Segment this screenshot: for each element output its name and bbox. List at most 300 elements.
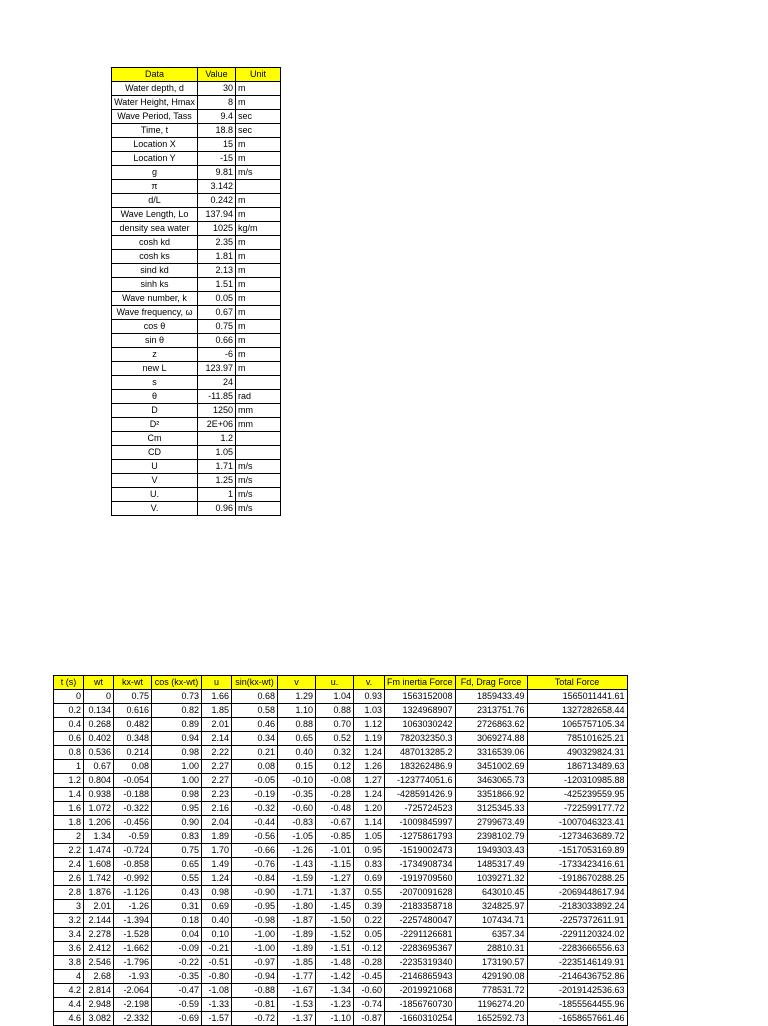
table-cell[interactable]: 0.55 [152, 872, 202, 886]
table-cell[interactable]: 1.072 [84, 802, 114, 816]
table-cell[interactable]: 2E+06 [198, 418, 236, 432]
table-cell[interactable]: 1.19 [354, 732, 385, 746]
table-cell[interactable]: 0.68 [232, 690, 278, 704]
table-cell[interactable]: -2257480047 [385, 914, 456, 928]
table-cell[interactable]: 0.18 [152, 914, 202, 928]
table-cell[interactable]: -1.05 [278, 830, 316, 844]
table-cell[interactable]: 2.01 [202, 718, 232, 732]
table-cell[interactable]: sinh ks [112, 278, 198, 292]
table-cell[interactable]: 0.95 [152, 802, 202, 816]
table-cell[interactable]: -120310985.88 [527, 774, 627, 788]
table-cell[interactable]: 0.39 [354, 900, 385, 914]
table-cell[interactable]: -425239559.95 [527, 788, 627, 802]
table-cell[interactable]: 1.34 [84, 830, 114, 844]
table-cell[interactable]: -1.50 [316, 914, 354, 928]
table-cell[interactable]: -1.48 [316, 956, 354, 970]
table-cell[interactable]: 2398102.79 [455, 830, 527, 844]
table-cell[interactable]: 1.70 [202, 844, 232, 858]
table-cell[interactable]: 2313751.76 [455, 704, 527, 718]
table-cell[interactable]: sec [236, 124, 281, 138]
table-cell[interactable]: 0.43 [152, 886, 202, 900]
table-cell[interactable]: -1.15 [316, 858, 354, 872]
table-cell[interactable]: 1039271.32 [455, 872, 527, 886]
table-cell[interactable]: 324825.97 [455, 900, 527, 914]
table-cell[interactable]: -1519002473 [385, 844, 456, 858]
table-cell[interactable]: 0.804 [84, 774, 114, 788]
table-cell[interactable]: 2.546 [84, 956, 114, 970]
table-cell[interactable]: -1.00 [232, 942, 278, 956]
table-cell[interactable]: 1 [198, 488, 236, 502]
table-cell[interactable]: -0.59 [114, 830, 152, 844]
table-cell[interactable]: 0.98 [202, 886, 232, 900]
table-cell[interactable]: 0.55 [354, 886, 385, 900]
table-cell[interactable]: -1.662 [114, 942, 152, 956]
table-cell[interactable]: -1918670288.25 [527, 872, 627, 886]
table-cell[interactable]: m [236, 236, 281, 250]
table-cell[interactable]: 1196274.20 [455, 998, 527, 1012]
table-cell[interactable]: -1.37 [278, 1012, 316, 1026]
table-cell[interactable]: Water Height, Hmax [112, 96, 198, 110]
table-cell[interactable]: -1658657661.46 [527, 1012, 627, 1026]
table-cell[interactable]: 0.88 [278, 718, 316, 732]
table-cell[interactable]: 1563152008 [385, 690, 456, 704]
table-cell[interactable]: 2799673.49 [455, 816, 527, 830]
table-cell[interactable]: -2019921068 [385, 984, 456, 998]
table-cell[interactable]: -1919709560 [385, 872, 456, 886]
table-cell[interactable]: 2.27 [202, 760, 232, 774]
table-cell[interactable]: 0.482 [114, 718, 152, 732]
table-cell[interactable]: -0.08 [316, 774, 354, 788]
table-cell[interactable]: 0.75 [152, 844, 202, 858]
table-cell[interactable]: 0.94 [152, 732, 202, 746]
table-cell[interactable]: 3.082 [84, 1012, 114, 1026]
table-cell[interactable]: 490329824.31 [527, 746, 627, 760]
table-cell[interactable]: -0.60 [354, 984, 385, 998]
table-cell[interactable]: -1273463689.72 [527, 830, 627, 844]
table-cell[interactable]: -1856760730 [385, 998, 456, 1012]
table-cell[interactable]: 9.4 [198, 110, 236, 124]
table-cell[interactable]: 183262486.9 [385, 760, 456, 774]
table-cell[interactable]: 1.24 [354, 746, 385, 760]
table-cell[interactable]: 0.04 [152, 928, 202, 942]
table-cell[interactable]: -1.08 [202, 984, 232, 998]
table-cell[interactable]: 18.8 [198, 124, 236, 138]
table-cell[interactable]: -1734908734 [385, 858, 456, 872]
table-cell[interactable]: 2.144 [84, 914, 114, 928]
table-cell[interactable]: -0.12 [354, 942, 385, 956]
table-cell[interactable]: -2235146149.91 [527, 956, 627, 970]
table-cell[interactable]: 9.81 [198, 166, 236, 180]
table-cell[interactable]: 0.67 [198, 306, 236, 320]
table-cell[interactable]: 0.21 [232, 746, 278, 760]
table-cell[interactable]: 0.4 [54, 718, 84, 732]
table-cell[interactable]: -0.35 [278, 788, 316, 802]
table-cell[interactable]: -0.45 [354, 970, 385, 984]
table-cell[interactable]: m [236, 250, 281, 264]
table-cell[interactable]: -0.69 [152, 1012, 202, 1026]
table-cell[interactable]: 0.08 [114, 760, 152, 774]
table-cell[interactable]: 0.70 [316, 718, 354, 732]
table-cell[interactable]: 0.8 [54, 746, 84, 760]
table-cell[interactable]: -1.53 [278, 998, 316, 1012]
table-cell[interactable]: 2.23 [202, 788, 232, 802]
table-cell[interactable]: -0.48 [316, 802, 354, 816]
table-cell[interactable]: 1324968907 [385, 704, 456, 718]
table-cell[interactable]: 1.2 [198, 432, 236, 446]
table-cell[interactable]: -2.332 [114, 1012, 152, 1026]
table-cell[interactable]: 0.536 [84, 746, 114, 760]
table-cell[interactable]: -0.98 [232, 914, 278, 928]
table-cell[interactable]: -0.858 [114, 858, 152, 872]
table-cell[interactable]: m [236, 292, 281, 306]
table-cell[interactable]: 3069274.88 [455, 732, 527, 746]
table-cell[interactable]: 1.49 [202, 858, 232, 872]
table-cell[interactable]: 3125345.33 [455, 802, 527, 816]
table-cell[interactable]: -0.59 [152, 998, 202, 1012]
table-cell[interactable]: 0.66 [198, 334, 236, 348]
table-cell[interactable]: -2.064 [114, 984, 152, 998]
table-cell[interactable]: θ [112, 390, 198, 404]
table-cell[interactable]: 0.46 [232, 718, 278, 732]
table-cell[interactable]: -0.28 [354, 956, 385, 970]
table-cell[interactable]: 1.29 [278, 690, 316, 704]
table-cell[interactable]: 0.67 [84, 760, 114, 774]
table-cell[interactable]: 1.24 [202, 872, 232, 886]
table-cell[interactable]: 1485317.49 [455, 858, 527, 872]
table-cell[interactable]: 0.95 [354, 844, 385, 858]
table-cell[interactable]: -0.724 [114, 844, 152, 858]
table-cell[interactable]: -1275861793 [385, 830, 456, 844]
table-cell[interactable]: -6 [198, 348, 236, 362]
table-cell[interactable]: m [236, 208, 281, 222]
table-cell[interactable]: 0.10 [202, 928, 232, 942]
table-cell[interactable]: m/s [236, 502, 281, 516]
table-cell[interactable]: -1.89 [278, 928, 316, 942]
table-cell[interactable]: -0.51 [202, 956, 232, 970]
table-cell[interactable]: 0.93 [354, 690, 385, 704]
table-cell[interactable]: 1 [54, 760, 84, 774]
table-cell[interactable]: 4.6 [54, 1012, 84, 1026]
table-cell[interactable]: -0.72 [232, 1012, 278, 1026]
table-cell[interactable]: m/s [236, 474, 281, 488]
table-cell[interactable]: -0.66 [232, 844, 278, 858]
table-cell[interactable]: 1.4 [54, 788, 84, 802]
table-cell[interactable]: -2183033892.24 [527, 900, 627, 914]
table-cell[interactable]: -1.43 [278, 858, 316, 872]
table-cell[interactable]: 1949303.43 [455, 844, 527, 858]
table-cell[interactable]: 123.97 [198, 362, 236, 376]
table-cell[interactable]: mm [236, 418, 281, 432]
table-cell[interactable]: 1.474 [84, 844, 114, 858]
table-cell[interactable]: 1859433.49 [455, 690, 527, 704]
table-cell[interactable]: -428591426.9 [385, 788, 456, 802]
table-cell[interactable]: 4.2 [54, 984, 84, 998]
table-cell[interactable]: Water depth, d [112, 82, 198, 96]
table-cell[interactable]: 1.05 [198, 446, 236, 460]
table-cell[interactable]: m [236, 278, 281, 292]
table-cell[interactable]: Wave number, k [112, 292, 198, 306]
table-cell[interactable]: 0.05 [354, 928, 385, 942]
table-cell[interactable]: 2.01 [84, 900, 114, 914]
table-cell[interactable]: -1.26 [278, 844, 316, 858]
table-cell[interactable]: -2146865943 [385, 970, 456, 984]
table-cell[interactable]: m/s [236, 488, 281, 502]
table-cell[interactable]: 1.6 [54, 802, 84, 816]
table-cell[interactable]: 1065757105.34 [527, 718, 627, 732]
table-cell[interactable]: 3463065.73 [455, 774, 527, 788]
table-cell[interactable]: 2.2 [54, 844, 84, 858]
table-cell[interactable]: -0.44 [232, 816, 278, 830]
table-cell[interactable]: 2.814 [84, 984, 114, 998]
table-cell[interactable]: 0.268 [84, 718, 114, 732]
table-cell[interactable]: 1.00 [152, 774, 202, 788]
table-cell[interactable]: 1.81 [198, 250, 236, 264]
table-cell[interactable]: -0.81 [232, 998, 278, 1012]
table-cell[interactable]: 0.69 [354, 872, 385, 886]
table-cell[interactable] [236, 446, 281, 460]
table-cell[interactable]: m [236, 264, 281, 278]
table-cell[interactable]: m [236, 348, 281, 362]
table-cell[interactable]: 0.75 [198, 320, 236, 334]
table-cell[interactable]: 0.52 [316, 732, 354, 746]
table-cell[interactable]: -1.37 [316, 886, 354, 900]
table-cell[interactable]: 3.6 [54, 942, 84, 956]
table-cell[interactable]: -1.528 [114, 928, 152, 942]
table-cell[interactable]: -1009845997 [385, 816, 456, 830]
table-cell[interactable]: 1.51 [198, 278, 236, 292]
table-cell[interactable]: sind kd [112, 264, 198, 278]
table-cell[interactable]: m [236, 306, 281, 320]
table-cell[interactable]: 0.82 [152, 704, 202, 718]
table-cell[interactable]: 0.98 [152, 746, 202, 760]
table-cell[interactable]: -722599177.72 [527, 802, 627, 816]
table-cell[interactable]: 2.16 [202, 802, 232, 816]
table-cell[interactable]: -1.10 [316, 1012, 354, 1026]
table-cell[interactable]: 3.142 [198, 180, 236, 194]
table-cell[interactable]: m [236, 334, 281, 348]
table-cell[interactable]: 28810.31 [455, 942, 527, 956]
table-cell[interactable]: 0.98 [152, 788, 202, 802]
table-cell[interactable]: 2726863.62 [455, 718, 527, 732]
table-cell[interactable]: 1.71 [198, 460, 236, 474]
table-cell[interactable]: 2.8 [54, 886, 84, 900]
table-cell[interactable]: U [112, 460, 198, 474]
table-cell[interactable]: 0.83 [152, 830, 202, 844]
table-cell[interactable]: -0.90 [232, 886, 278, 900]
table-cell[interactable]: 2.278 [84, 928, 114, 942]
table-cell[interactable]: new L [112, 362, 198, 376]
table-cell[interactable]: z [112, 348, 198, 362]
table-cell[interactable]: -1.52 [316, 928, 354, 942]
table-cell[interactable]: -0.47 [152, 984, 202, 998]
table-cell[interactable]: -0.054 [114, 774, 152, 788]
table-cell[interactable]: 137.94 [198, 208, 236, 222]
table-cell[interactable]: Wave Length, Lo [112, 208, 198, 222]
table-cell[interactable]: 2.14 [202, 732, 232, 746]
table-cell[interactable]: rad [236, 390, 281, 404]
table-cell[interactable]: 2.27 [202, 774, 232, 788]
table-cell[interactable]: -1.42 [316, 970, 354, 984]
table-cell[interactable]: 1.04 [316, 690, 354, 704]
table-cell[interactable]: 0.05 [198, 292, 236, 306]
table-cell[interactable]: 1.20 [354, 802, 385, 816]
table-cell[interactable]: 0.938 [84, 788, 114, 802]
table-cell[interactable]: 2.04 [202, 816, 232, 830]
table-cell[interactable]: 3.4 [54, 928, 84, 942]
table-cell[interactable]: 1.26 [354, 760, 385, 774]
table-cell[interactable]: -1.71 [278, 886, 316, 900]
table-cell[interactable]: 0.89 [152, 718, 202, 732]
table-cell[interactable]: m [236, 362, 281, 376]
table-cell[interactable]: -1007046323.41 [527, 816, 627, 830]
table-cell[interactable]: 1025 [198, 222, 236, 236]
table-cell[interactable]: -2235319340 [385, 956, 456, 970]
table-cell[interactable]: 8 [198, 96, 236, 110]
table-cell[interactable]: -1.80 [278, 900, 316, 914]
table-cell[interactable]: -2291120324.02 [527, 928, 627, 942]
table-cell[interactable]: -0.76 [232, 858, 278, 872]
table-cell[interactable]: -0.80 [202, 970, 232, 984]
table-cell[interactable]: Wave Period, Tass [112, 110, 198, 124]
table-cell[interactable]: cosh kd [112, 236, 198, 250]
table-cell[interactable]: 3451002.69 [455, 760, 527, 774]
table-cell[interactable]: 3.8 [54, 956, 84, 970]
table-cell[interactable]: -1.85 [278, 956, 316, 970]
table-cell[interactable]: -2070091628 [385, 886, 456, 900]
table-cell[interactable]: -0.56 [232, 830, 278, 844]
table-cell[interactable]: 0.214 [114, 746, 152, 760]
table-cell[interactable]: -1.34 [316, 984, 354, 998]
table-cell[interactable]: -0.21 [202, 942, 232, 956]
table-cell[interactable]: 1.85 [202, 704, 232, 718]
table-cell[interactable]: 1652592.73 [455, 1012, 527, 1026]
table-cell[interactable]: 0.73 [152, 690, 202, 704]
table-cell[interactable]: -123774051.6 [385, 774, 456, 788]
table-cell[interactable]: -0.09 [152, 942, 202, 956]
table-cell[interactable]: -0.60 [278, 802, 316, 816]
table-cell[interactable]: 173190.57 [455, 956, 527, 970]
table-cell[interactable]: 2.68 [84, 970, 114, 984]
table-cell[interactable]: kg/m [236, 222, 281, 236]
table-cell[interactable]: mm [236, 404, 281, 418]
table-cell[interactable]: m [236, 138, 281, 152]
table-cell[interactable]: 2.35 [198, 236, 236, 250]
table-cell[interactable]: 2.22 [202, 746, 232, 760]
table-cell[interactable]: 0 [84, 690, 114, 704]
table-cell[interactable]: -1.27 [316, 872, 354, 886]
table-cell[interactable]: 3351866.92 [455, 788, 527, 802]
table-cell[interactable]: 785101625.21 [527, 732, 627, 746]
table-cell[interactable]: 0.88 [316, 704, 354, 718]
table-cell[interactable]: -11.85 [198, 390, 236, 404]
table-cell[interactable]: -2283695367 [385, 942, 456, 956]
table-cell[interactable]: -1.93 [114, 970, 152, 984]
table-cell[interactable]: -0.32 [232, 802, 278, 816]
table-cell[interactable]: d/L [112, 194, 198, 208]
table-cell[interactable]: 1.12 [354, 718, 385, 732]
table-cell[interactable]: V [112, 474, 198, 488]
table-cell[interactable]: 1.24 [354, 788, 385, 802]
table-cell[interactable]: -0.85 [316, 830, 354, 844]
table-cell[interactable]: 3316539.06 [455, 746, 527, 760]
table-cell[interactable]: π [112, 180, 198, 194]
table-cell[interactable]: 1.89 [202, 830, 232, 844]
table-cell[interactable]: m [236, 82, 281, 96]
table-cell[interactable]: 0.83 [354, 858, 385, 872]
table-cell[interactable]: -0.83 [278, 816, 316, 830]
table-cell[interactable]: m [236, 320, 281, 334]
table-cell[interactable]: 0.22 [354, 914, 385, 928]
table-cell[interactable]: 1250 [198, 404, 236, 418]
table-cell[interactable]: m [236, 152, 281, 166]
table-cell[interactable]: 0.15 [278, 760, 316, 774]
table-cell[interactable]: Location X [112, 138, 198, 152]
table-cell[interactable]: -2291126681 [385, 928, 456, 942]
table-cell[interactable]: 1.05 [354, 830, 385, 844]
table-cell[interactable]: -1.67 [278, 984, 316, 998]
table-cell[interactable]: -0.322 [114, 802, 152, 816]
table-cell[interactable]: -1.23 [316, 998, 354, 1012]
table-cell[interactable]: -1517053169.89 [527, 844, 627, 858]
table-cell[interactable]: sin θ [112, 334, 198, 348]
table-cell[interactable]: 782032350.3 [385, 732, 456, 746]
table-cell[interactable] [236, 432, 281, 446]
table-cell[interactable]: 1.206 [84, 816, 114, 830]
table-cell[interactable]: cos θ [112, 320, 198, 334]
table-cell[interactable]: U. [112, 488, 198, 502]
table-cell[interactable]: 0.65 [152, 858, 202, 872]
table-cell[interactable]: 0.134 [84, 704, 114, 718]
table-cell[interactable]: 2.4 [54, 858, 84, 872]
table-cell[interactable]: 1.10 [278, 704, 316, 718]
table-cell[interactable]: -0.05 [232, 774, 278, 788]
table-cell[interactable]: 1.742 [84, 872, 114, 886]
table-cell[interactable]: 2.948 [84, 998, 114, 1012]
table-cell[interactable]: 2 [54, 830, 84, 844]
table-cell[interactable]: 1.00 [152, 760, 202, 774]
table-cell[interactable]: Cm [112, 432, 198, 446]
table-cell[interactable]: 0.58 [232, 704, 278, 718]
table-cell[interactable]: -0.992 [114, 872, 152, 886]
table-cell[interactable]: 0.616 [114, 704, 152, 718]
table-cell[interactable]: 1.608 [84, 858, 114, 872]
table-cell[interactable]: Wave frequency, ω [112, 306, 198, 320]
table-cell[interactable]: 1063030242 [385, 718, 456, 732]
table-cell[interactable]: m [236, 194, 281, 208]
table-cell[interactable]: -1.89 [278, 942, 316, 956]
table-cell[interactable]: D² [112, 418, 198, 432]
table-cell[interactable]: 0.40 [278, 746, 316, 760]
table-cell[interactable]: -0.94 [232, 970, 278, 984]
table-cell[interactable]: Time, t [112, 124, 198, 138]
table-cell[interactable]: -2069448617.94 [527, 886, 627, 900]
table-cell[interactable]: 3.2 [54, 914, 84, 928]
table-cell[interactable]: 15 [198, 138, 236, 152]
table-cell[interactable]: -1.00 [232, 928, 278, 942]
table-cell[interactable]: -0.88 [232, 984, 278, 998]
table-cell[interactable]: -0.19 [232, 788, 278, 802]
table-cell[interactable]: 0.31 [152, 900, 202, 914]
table-cell[interactable]: -0.188 [114, 788, 152, 802]
table-cell[interactable]: -2.198 [114, 998, 152, 1012]
table-cell[interactable]: 2.412 [84, 942, 114, 956]
table-cell[interactable]: 1.27 [354, 774, 385, 788]
table-cell[interactable]: 0.402 [84, 732, 114, 746]
table-cell[interactable]: -1.57 [202, 1012, 232, 1026]
table-cell[interactable]: -1733423416.61 [527, 858, 627, 872]
table-cell[interactable]: -0.22 [152, 956, 202, 970]
table-cell[interactable]: -2146436752.86 [527, 970, 627, 984]
